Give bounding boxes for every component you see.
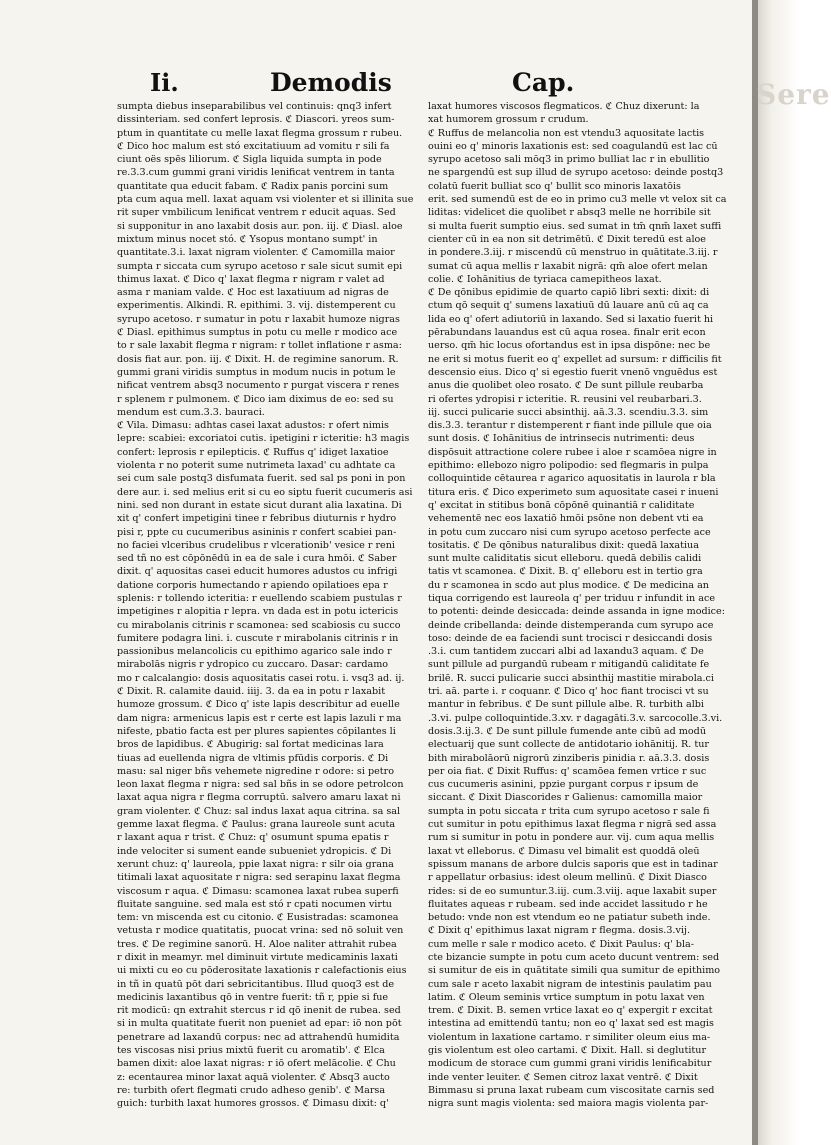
text-line: experimentis. Alkindi. R. epithimi. 3. vij. distemperent cu <box>117 300 396 312</box>
text-line: mirabolās nigris r ydropico cu zuccaro. Dasar: cardamo <box>117 659 389 671</box>
text-line: cte bizancie sumpte in potu cum aceto ducunt ventrem: sed <box>428 952 720 963</box>
text-line: xit q' confert impetigini tinee r febribus diuturnis r hydro <box>117 513 397 525</box>
text-line: ℭ Ruffus de melancolia non est vtendu3 aquositate lactis <box>428 127 705 139</box>
text-line: impetigines r alopitia r lepra. vn dada est in potu ictericis <box>117 606 399 618</box>
text-line: sumpta r siccata cum syrupo acetoso r sale sicut sumit epi <box>117 260 403 272</box>
text-line: ouini eo q' minoris laxationis est: sed coagulandū est lac cū <box>428 140 718 152</box>
text-line: lepre: scabiei: excoriatoi cutis. ipetigini r icteritie: h3 magis <box>117 433 410 445</box>
text-line: si in multa quatitate fuerit non pueniet ad epar: iō non pōt <box>117 1018 402 1030</box>
text-line: r appellatur orbasius: idest oleum mellinū. ℭ Dixit Diasco <box>428 872 707 884</box>
text-line: in pondere.3.iij. r miscendū cū menstruo in quātitate.3.iij. r <box>428 247 718 259</box>
text-line: sumpta in potu siccata r trita cum syrupo acetoso r sale fi <box>428 805 710 817</box>
text-line: erit. sed sumendū est de eo in primo cu3 melle vt velox sit ca <box>428 194 727 206</box>
text-line: xerunt chuz: q' laureola, ppie laxat nigra: r silr oia grana <box>117 858 394 870</box>
text-line: asma r maniam valde. ℭ Hoc est laxatiuum ad nigras de <box>117 287 389 299</box>
text-line: tem: vn miscenda est cu citonio. ℭ Eusistradas: scamonea <box>117 912 399 924</box>
text-line: cum sale r aceto laxabit nigram de intestinis paulatim pau <box>428 978 712 990</box>
text-line: Bimmasu si pruna laxat rubeam cum viscositate carnis sed <box>428 1084 715 1096</box>
text-line: nificat ventrem absq3 nocumento r purgat viscera r renes <box>117 380 400 392</box>
text-line: sunt pillule ad purgandū rubeam r mitigandū caliditate fe <box>428 659 710 671</box>
text-line: vetusta r modice quatitatis, puocat vrina: sed nō soluit ven <box>117 925 404 937</box>
text-line: nini. sed non durant in estate sicut durant alia laxatina. Di <box>117 499 402 511</box>
text-line: bamen dixit: aloe laxat nigras: r iō ofert melācolie. ℭ Chu <box>117 1058 396 1070</box>
text-line: lida eo q' ofert adiutoriū in laxando. Sed si laxatio fuerit hi <box>428 313 714 325</box>
text-line: spissum manans de arbore dulcis saporis que est in tadinar <box>428 858 718 870</box>
text-line: gemme laxat flegma. ℭ Paulus: grana laureole sunt acuta <box>117 819 396 831</box>
text-line: in potu cum zuccaro nisi cum syrupo acetoso perfecte ace <box>428 526 711 538</box>
text-line: dis.3.3. terantur r distemperent r fiant inde pillule que oia <box>428 420 712 432</box>
text-line: pērabundans lauandus est cū aqua rosea. finalr erit econ <box>428 327 706 339</box>
text-line: dissinteriam. sed confert leprosis. ℭ Diascori. yreos sum- <box>117 114 395 126</box>
text-line: ℭ Vila. Dimasu: adhtas casei laxat adustos: r ofert nimis <box>117 420 389 432</box>
bleed-through-text: Sere <box>756 78 831 111</box>
text-line: masu: sal niger bñs vehemete nigredine r odore: si petro <box>117 765 394 777</box>
text-line: toso: deinde de ea faciendi sunt trocisci r desiccandi dosis <box>428 632 713 644</box>
text-line: datione corporis humectando r apiendo opilatioes epa r <box>117 579 388 591</box>
text-line: penetrare ad laxandū corpus: nec ad attrahendū humidita <box>117 1031 400 1043</box>
text-line: ℭ Dico hoc malum est stó excitatiuum ad vomitu r sili fa <box>117 140 390 152</box>
text-line: re: turbith ofert flegmati crudo adheso genib'. ℭ Marsa <box>117 1084 386 1096</box>
text-line: passionibus melancolicis cu epithimo agarico sale indo r <box>117 646 392 658</box>
text-line: uerso. qm̄ hic locus ofortandus est in ipsa dispōne: nec be <box>428 340 711 352</box>
text-line: guich: turbith laxat humores grossos. ℭ Dimasu dixit: q' <box>117 1098 389 1110</box>
left-text-column <box>117 100 423 1111</box>
text-line: colatū fuerit bulliat sco q' bullit sco minoris laxatōis <box>428 180 681 192</box>
text-line: ℭ Diasl. epithimus sumptus in potu cu melle r modico ace <box>117 327 398 339</box>
text-line: tri. aā. parte i. r coquanr. ℭ Dico q' hoc fiant trocisci vt su <box>428 686 709 698</box>
text-line: nifeste, pbatio facta est per plures sapientes cōpilantes li <box>117 725 396 737</box>
text-line: gram violenter. ℭ Chuz: sal indus laxat aqua citrina. sa sal <box>117 805 401 817</box>
text-line: sumpta diebus inseparabilibus vel continuis: qnq3 infert <box>117 101 392 112</box>
text-line: fluitates aqueas r rubeam. sed inde accidet lassitudo r he <box>428 898 708 910</box>
text-line: laxat vt elleborus. ℭ Dimasu vel bimalit est quoddā oleū <box>428 845 700 857</box>
text-line: pisi r, ppte cu cucumeribus asininis r confert scabiei pan- <box>117 526 397 538</box>
text-line: laxat aqua nigra r flegma corruptū. salvero amaru laxat ni <box>117 792 401 804</box>
text-line: betudo: vnde non est vtendum eo ne patiatur subeth inde. <box>428 912 711 924</box>
text-line: quantitate.3.i. laxat nigram violenter. ℭ Camomilla maior <box>117 247 395 259</box>
text-line: laxat humores viscosos flegmaticos. ℭ Chuz dixerunt: la <box>428 101 700 112</box>
text-line: cum melle r sale r modico aceto. ℭ Dixit Paulus: q' bla- <box>428 938 694 950</box>
text-line: dere aur. i. sed melius erit si cu eo siptu fuerit cucumeris asi <box>117 486 413 498</box>
text-line: fluitate sanguine. sed mala est stó r cpati nocumen virtu <box>117 898 392 910</box>
text-line: thimus laxat. ℭ Dico q' laxat flegma r nigram r valet ad <box>117 273 385 285</box>
text-line: anus die quolibet oleo rosato. ℭ De sunt pillule reubarba <box>428 380 704 392</box>
text-line: rit modicū: qn extrahit stercus r id qō inenit de rubea. sed <box>117 1005 401 1017</box>
text-line: ciunt oës spēs liliorum. ℭ Sigla liquida sumpta in pode <box>117 154 382 166</box>
text-line: tres. ℭ De regimine sanorū. H. Aloe naliter attrahit rubea <box>117 938 397 950</box>
text-line: leon laxat flegma r nigra: sed sal bñs in se odore petrolcon <box>117 779 404 791</box>
text-line: inde venter leuiter. ℭ Semen citroz laxat ventrē. ℭ Dixit <box>428 1071 698 1083</box>
text-line: ri ofertes ydropisi r icteritie. R. reusini vel reubarbari.3. <box>428 393 702 405</box>
text-line: dosis fiat aur. pon. iij. ℭ Dixit. H. de regimine sanorum. R. <box>117 353 399 365</box>
text-line: syrupo acetoso. r sumatur in potu r laxabit humoze nigras <box>117 313 400 325</box>
text-line: colloquintide cētaurea r agarico aquositatis in laurola r bla <box>428 473 716 485</box>
text-line: .3.vi. pulpe colloquintide.3.xv. r dagagāti.3.v. sarcocolle.3.vi. <box>428 712 723 724</box>
text-line: epithimo: ellebozo nigro polipodio: sed flegmaris in pulpa <box>428 460 709 472</box>
text-line: to potenti: deinde desiccada: deinde assanda in igne modice: <box>428 606 725 618</box>
text-line: descensio eius. Dico q' si egestio fuerit vnenō vnguēdus est <box>428 366 718 378</box>
text-line: ui mixti cu eo cu pōderositate laxationis r calefactionis eius <box>117 965 407 977</box>
text-line: sunt multe caliditatis sicut elleboru. quedā debilis calidi <box>428 553 702 565</box>
text-line: ℭ Dixit q' epithimus laxat nigram r flegma. dosis.3.vij. <box>428 925 690 937</box>
text-line: .3.i. cum tantidem zuccari albi ad laxandu3 aquam. ℭ De <box>428 646 704 658</box>
text-line: ℭ De qōnibus epidimie de quarto capiō libri sexti: dixit: di <box>428 287 710 299</box>
text-line: z: ecentaurea minor laxat aquā violenter. ℭ Absq3 aucto <box>117 1071 390 1083</box>
text-line: pta cum aqua mell. laxat aquam vsi violenter et si illinita sue <box>117 194 414 206</box>
text-line: bith mirabolāorū nigrorū zinziberis pinidia r. aā.3.3. dosis <box>428 752 710 764</box>
text-line: to r sale laxabit flegma r nigram: r tollet inflatione r asma: <box>117 340 402 352</box>
text-line: titura eris. ℭ Dico experimeto sum aquositate casei r inueni <box>428 486 719 498</box>
text-line: vehementē nec eos laxatiō hmōi psōne non debent vti ea <box>428 513 704 525</box>
text-line: modicum de storace cum gummi grani viridis lenificabitur <box>428 1058 712 1070</box>
text-line: dixit. q' aquositas casei educit humores adustos cu infrigi <box>117 566 398 578</box>
text-line: tatis vt scamonea. ℭ Dixit. B. q' elleboru est in tertio gra <box>428 566 703 578</box>
text-line: si multa fuerit sumptio eius. sed sumat in tm̄ qnm̄ laxet suffi <box>428 220 722 232</box>
text-line: nigra sunt magis violenta: sed maiora magis violenta par- <box>428 1098 709 1110</box>
text-line: dam nigra: armenicus lapis est r certe est lapis lazuli r ma <box>117 712 402 724</box>
text-line: r splenem r pulmonem. ℭ Dico iam diximus de eo: sed su <box>117 393 394 405</box>
text-line: mixtum minus nocet stó. ℭ Ysopus montano sumpt' in <box>117 233 378 245</box>
text-line: ptum in quantitate cu melle laxat flegma grossum r rubeu. <box>117 127 403 139</box>
text-line: cienter cū in ea non sit detrimētū. ℭ Dixit teredū est aloe <box>428 233 706 245</box>
text-line: ne spargendū est sup illud de syrupo acetoso: deinde postq3 <box>428 167 724 179</box>
text-line: gummi grani viridis sumptus in modum nucis in potum le <box>117 366 396 378</box>
text-line: inde velociter si sument eande subueniet ydropicis. ℭ Di <box>117 845 392 857</box>
text-line: ne erit si motus fuerit eo q' expellet ad sursum: r difficilis fit <box>428 353 722 365</box>
text-line: dispōsuit attractione colere rubee i aloe r scamōea nigre in <box>428 446 717 458</box>
text-line: sed tñ no est cōpōnēdū in ea de sale i cura hmōi. ℭ Saber <box>117 553 397 565</box>
text-line: q' excitat in stitibus bonā cōpōnē quinantiā r caliditate <box>428 499 695 511</box>
text-line: bros de lapidibus. ℭ Abugirig: sal fortat medicinas lara <box>117 739 384 751</box>
text-line: intestina ad emittendū tantu; non eo q' laxat sed est magis <box>428 1018 714 1030</box>
text-line: mendum est cum.3.3. bauraci. <box>117 406 265 418</box>
text-line: dosis.3.ij.3. ℭ De sunt pillule fumende ante cibū ad modū <box>428 725 706 737</box>
text-line: fumitere podagra lini. i. cuscute r mirabolanis citrinis r in <box>117 632 399 644</box>
text-line: iij. succi pulicarie succi absinthij. aā.3.3. scendiu.3.3. sim <box>428 406 709 418</box>
text-line: cu mirabolanis citrinis r scamonea: sed scabiosis cu succo <box>117 619 401 631</box>
text-line: tositatis. ℭ De qōnibus naturalibus dixit: quedā laxatiua <box>428 539 699 551</box>
text-line: rit super vmbilicum lenificat ventrem r educit aquas. Sed <box>117 207 396 219</box>
text-line: gis violentum est oleo cartami. ℭ Dixit. Hall. si deglutitur <box>428 1045 707 1057</box>
text-line: r laxant aqua r trist. ℭ Chuz: q' osumunt spuma epatis r <box>117 832 389 844</box>
text-line: ℭ Dixit. R. calamite dauid. iiij. 3. da ea in potu r laxabit <box>117 686 386 698</box>
text-line: tiqua corrigendo est laureola q' per triduu r infundit in ace <box>428 592 716 604</box>
text-line: mantur in febribus. ℭ De sunt pillule albe. R. turbith albi <box>428 699 704 711</box>
text-line: quantitate qua educit fabam. ℭ Radix panis porcini sum <box>117 180 389 192</box>
text-line: medicinis laxantibus qō in ventre fuerit: tñ r, ppie si fue <box>117 991 389 1003</box>
text-line: siccant. ℭ Dixit Diascorides r Galienus: camomilla maior <box>428 792 703 804</box>
text-line: in tñ in quatū pōt dari sebricitantibus. Illud quoq3 est de <box>117 978 395 990</box>
text-line: xat humorem grossum r crudum. <box>428 114 589 126</box>
text-line: sumat cū aqua mellis r laxabit nigrā: qm̄ aloe ofert melan <box>428 260 708 272</box>
folio-number: Ii. <box>150 68 179 97</box>
page-gutter-shadow <box>752 0 758 1145</box>
text-line: sei cum sale postq3 disfumata fuerit. sed sal ps poni in pon <box>117 473 406 485</box>
text-line: si supponitur in ano laxabit dosis aur. pon. iij. ℭ Diasl. aloe <box>117 220 403 232</box>
text-line: violenta r no poterit sume nutrimeta laxad' cu adhtate ca <box>117 460 396 472</box>
text-line: tes viscosas nisi prius mixtū fuerit cu aromatib'. ℭ Elca <box>117 1045 385 1057</box>
text-line: cut sumitur in potu epithimus laxat flegma r nigrā sed assa <box>428 819 717 831</box>
text-line: si sumitur de eis in quātitate simili qua sumitur de epithimo <box>428 965 721 977</box>
text-line: violentum in laxatione cartamo. r similiter oleum eius ma- <box>428 1031 711 1043</box>
text-line: rides: si de eo sumuntur.3.iij. cum.3.viij. aque laxabit super <box>428 885 717 897</box>
text-line: colie. ℭ Iohānitius de tyriaca camepitheos laxat. <box>428 273 662 285</box>
text-line: viscosum r aqua. ℭ Dimasu: scamonea laxat rubea superfi <box>117 885 399 897</box>
text-line: liditas: videlicet die quolibet r absq3 melle ne horribile sit <box>428 207 711 219</box>
text-line: deinde cribellanda: deinde distemperanda cum syrupo ace <box>428 619 714 631</box>
text-line: re.3.3.cum gummi grani viridis lenificat ventrem in tanta <box>117 167 395 179</box>
text-line: brilē. R. succi pulicarie succi absinthij mastitie mirabola.ci <box>428 672 714 684</box>
text-line: electuarij que sunt collecte de antidotario iohānitij. R. tur <box>428 739 709 751</box>
text-line: no faciei vlceribus crudelibus r vlcerationib' vesice r reni <box>117 539 395 551</box>
text-line: trem. ℭ Dixit. B. semen vrtice laxat eo q' expergit r excitat <box>428 1005 713 1017</box>
text-line: confert: leprosis r epilepticis. ℭ Ruffus q' idiget laxatioe <box>117 446 389 458</box>
text-line: latim. ℭ Oleum seminis vrtice sumptum in potu laxat ven <box>428 991 705 1003</box>
right-text-column <box>428 100 727 1111</box>
text-line: splenis: r tollendo icteritia: r euellendo scabiem pustulas r <box>117 592 402 604</box>
text-line: titimali laxat aquositate r nigra: sed serapinu laxat flegma <box>117 872 401 884</box>
text-line: syrupo acetoso sali mōq3 in primo bulliat lac r in ebullitio <box>428 154 710 166</box>
running-title: Demodis <box>270 68 392 97</box>
text-line: ctum qō sequit q' sumens laxatiuū dū lauare anū cū aq ca <box>428 300 709 312</box>
chapter-heading: Cap. <box>512 68 575 97</box>
text-line: rum si sumitur in potu in pondere aur. vij. cum aqua mellis <box>428 832 715 844</box>
text-line: r dixit in meamyr. mel diminuit virtute medicaminis laxati <box>117 952 398 963</box>
text-line: sunt dosis. ℭ Iohānitius de intrinsecis nutrimenti: deus <box>428 433 695 445</box>
adjacent-page-edge <box>752 0 800 1145</box>
text-line: per oia fiat. ℭ Dixit Ruffus: q' scamōea femen vrtice r suc <box>428 765 707 777</box>
text-line: humoze grossum. ℭ Dico q' iste lapis describitur ad euelle <box>117 699 400 711</box>
text-line: tiuas ad euellenda nigra de vltimis pfūdis corporis. ℭ Di <box>117 752 389 764</box>
text-line: cus cucumeris asinini, ppzie purgant corpus r ipsum de <box>428 779 699 791</box>
text-line: du r scamonea in scdo aut plus modice. ℭ De medicina an <box>428 579 709 591</box>
text-line: mo r calcalangio: dosis aquositatis casei rotu. i. vsq3 ad. ij. <box>117 672 405 684</box>
